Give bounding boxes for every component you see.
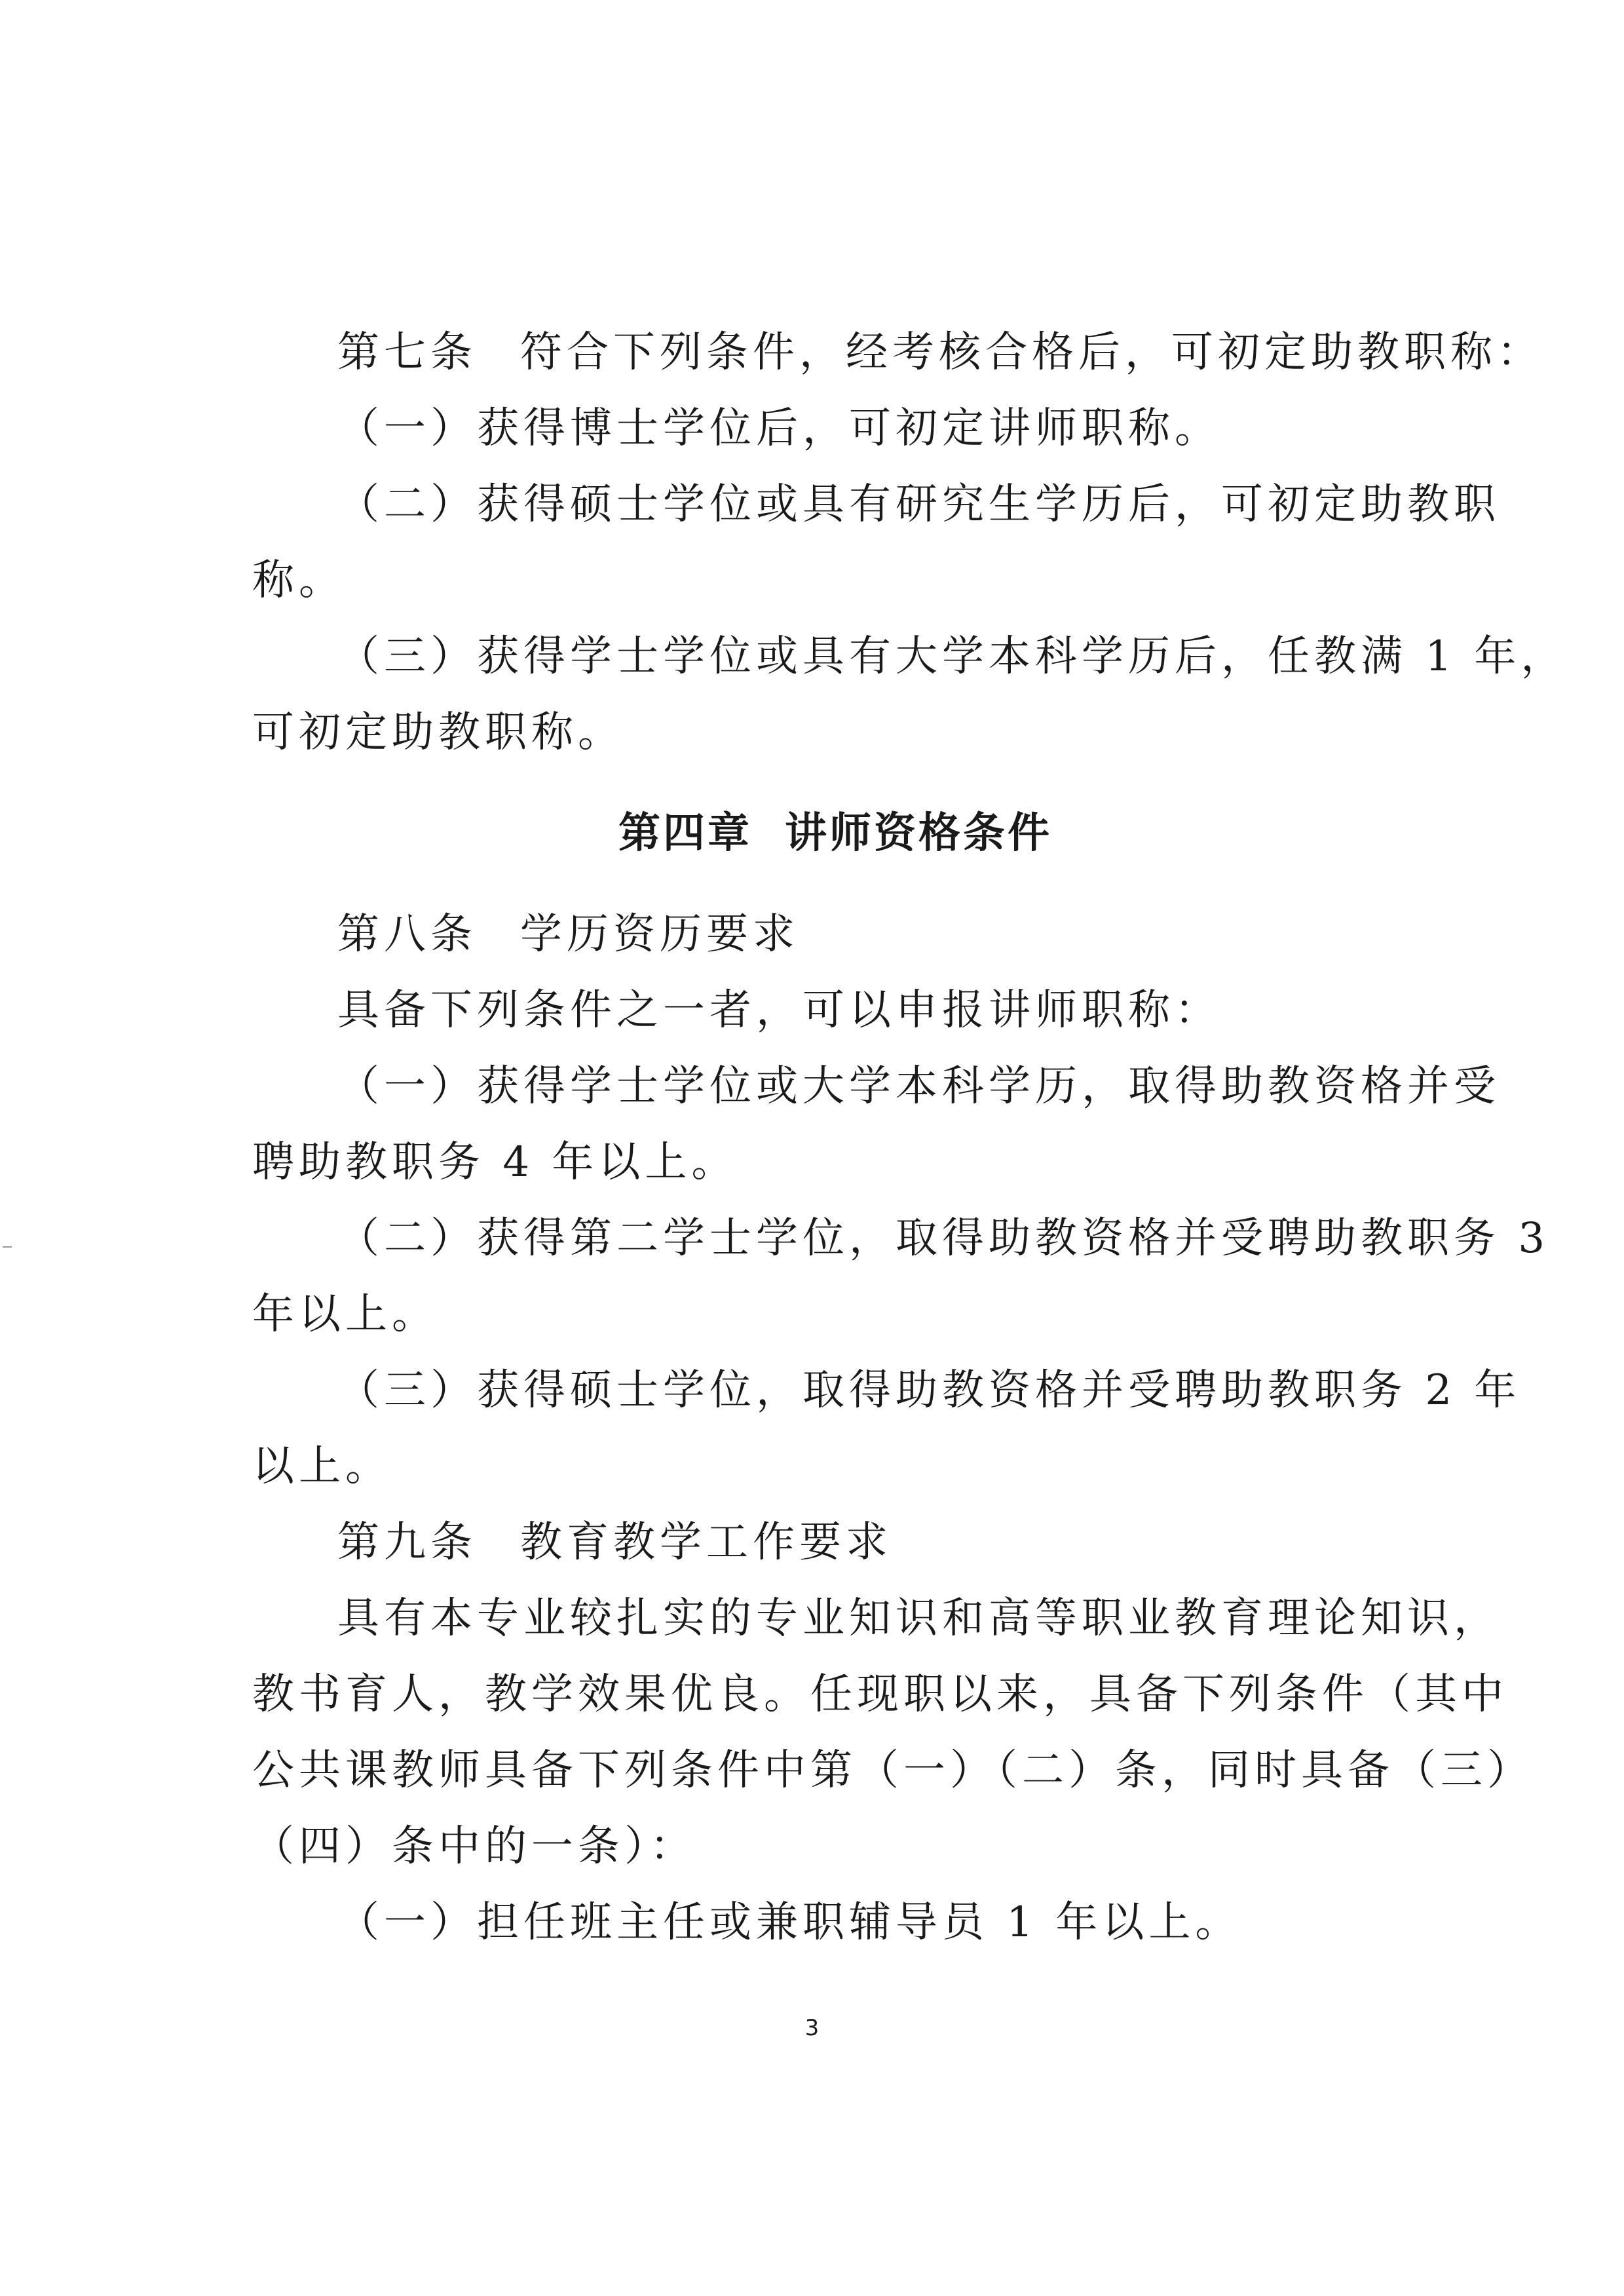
article-7-item-2-line-2: 称。 xyxy=(252,556,345,605)
article-9-title: 教育教学工作要求 xyxy=(520,1518,892,1567)
article-8-item-2-line-2: 年以上。 xyxy=(252,1290,438,1339)
article-8-intro: 具备下列条件之一者，可以申报讲师职称： xyxy=(337,986,1221,1035)
article-7-text: 符合下列条件，经考核合格后，可初定助教职称： xyxy=(520,328,1543,377)
article-8-item-1-line-2: 聘助教职务 4 年以上。 xyxy=(252,1138,738,1187)
article-9-paragraph-line-2: 教书育人，教学效果优良。任现职以来，具备下列条件（其中 xyxy=(252,1670,1508,1719)
article-7-item-3-line-1: （三）获得学士学位或具有大学本科学历后，任教满 1 年， xyxy=(337,632,1568,681)
chapter-number: 第四章 xyxy=(618,809,752,858)
article-9-paragraph-line-4: （四）条中的一条）： xyxy=(252,1822,696,1871)
article-7-item-3-line-2: 可初定助教职称。 xyxy=(252,708,624,757)
article-9-heading xyxy=(252,1504,1418,1580)
article-8-item-3-line-2: 以上。 xyxy=(252,1442,392,1491)
chapter-title: 讲师资格条件 xyxy=(785,809,1052,858)
article-9-paragraph-line-1: 具有本专业较扎实的专业知识和高等职业教育理论知识， xyxy=(337,1594,1500,1643)
article-9-paragraph-line-3: 公共课教师具备下列条件中第（一）（二）条，同时具备（三） xyxy=(252,1746,1534,1795)
article-8-label: 第八条 xyxy=(337,910,477,959)
article-7-heading xyxy=(252,315,1543,391)
article-8-title: 学历资历要求 xyxy=(520,910,799,959)
article-8-item-3-line-1: （三）获得硕士学位，取得助教资格并受聘助教职务 2 年 xyxy=(337,1366,1521,1415)
document-body xyxy=(252,315,1568,1961)
article-9-label: 第九条 xyxy=(337,1518,477,1567)
article-8-item-1-line-1: （一）获得学士学位或大学本科学历，取得助教资格并受 xyxy=(337,1062,1500,1111)
scan-edge-mark xyxy=(3,1246,12,1248)
article-8-item-2-line-1: （二）获得第二学士学位，取得助教资格并受聘助教职务 3 xyxy=(337,1214,1550,1263)
article-7-label: 第七条 xyxy=(337,328,477,377)
article-8-heading xyxy=(252,896,1418,972)
chapter-heading xyxy=(252,795,1418,871)
page-number: 3 xyxy=(804,2015,820,2041)
article-7-item-2-line-1: （二）获得硕士学位或具有研究生学历后，可初定助教职 xyxy=(337,480,1500,529)
article-7-item-1: （一）获得博士学位后，可初定讲师职称。 xyxy=(337,404,1221,453)
article-9-item-1: （一）担任班主任或兼职辅导员 1 年以上。 xyxy=(337,1898,1242,1947)
